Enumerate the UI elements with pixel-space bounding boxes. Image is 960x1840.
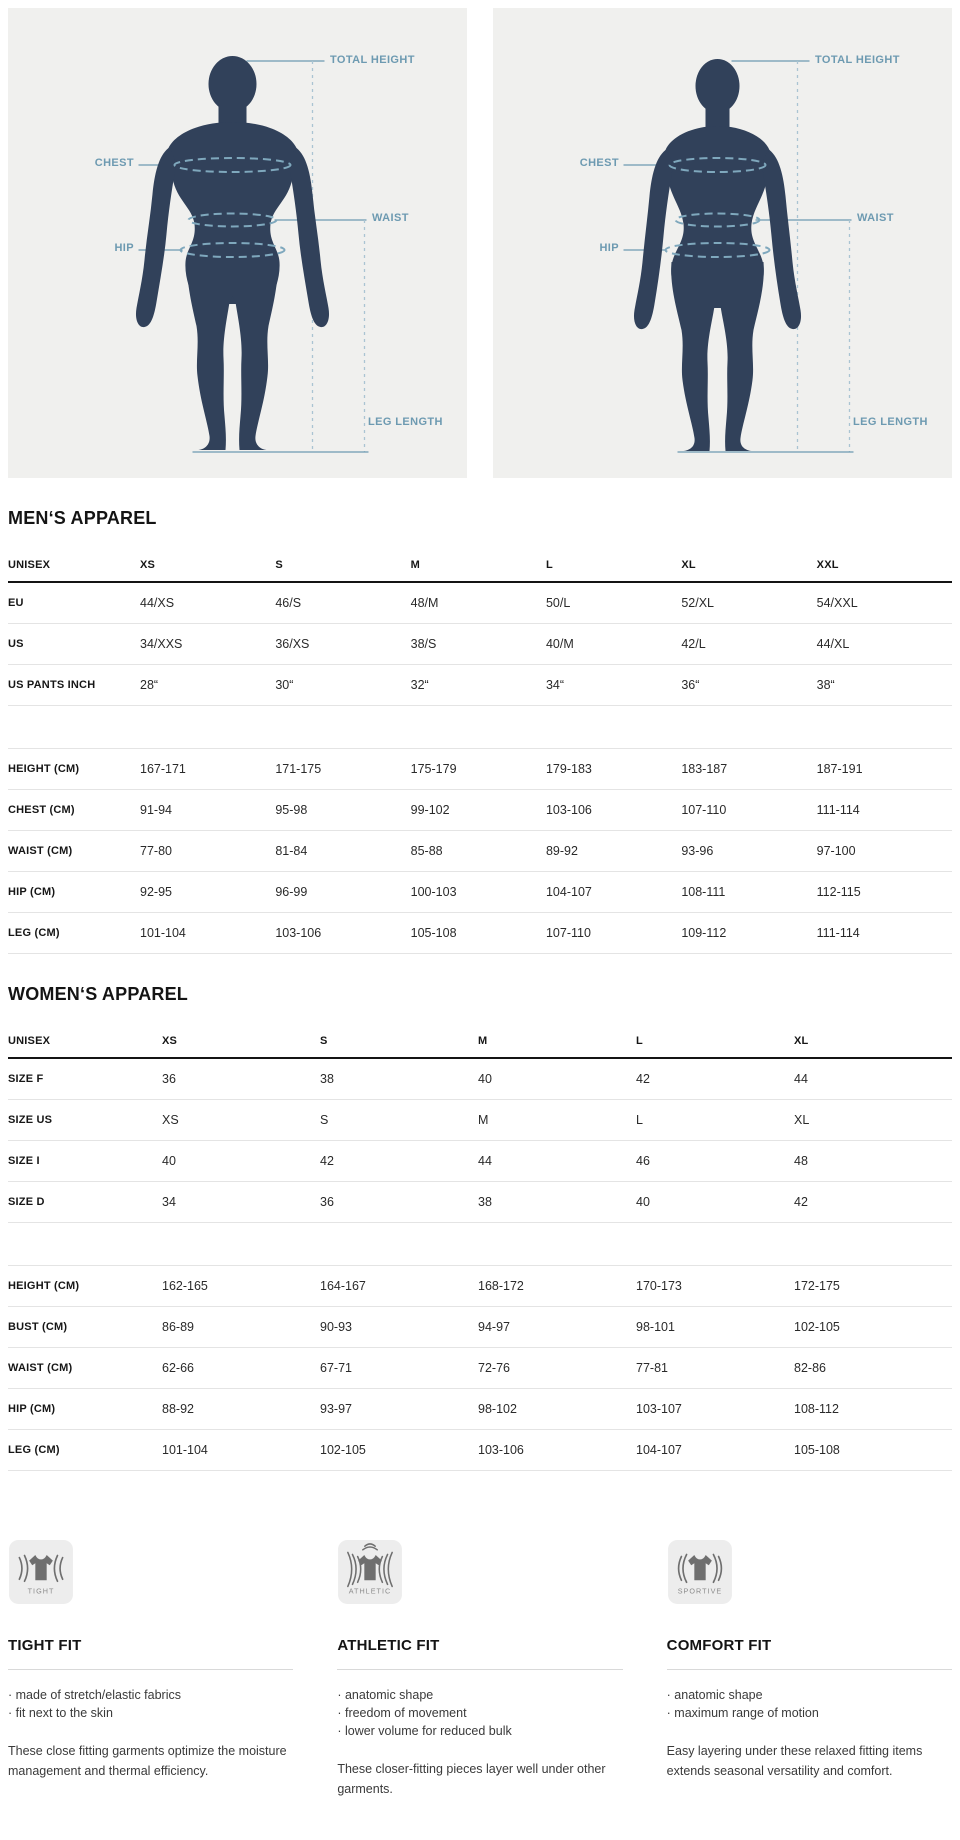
size-value-cell: 95-98 xyxy=(275,803,308,817)
size-value-cell: 36“ xyxy=(681,678,700,692)
size-value-cell: 44/XS xyxy=(140,596,175,610)
size-column-header: L xyxy=(636,1035,643,1047)
size-value-cell: 44 xyxy=(794,1072,808,1086)
size-value-cell: 40 xyxy=(478,1072,492,1086)
size-value-cell: 44/XL xyxy=(816,637,850,651)
size-value-cell: 92-95 xyxy=(140,885,172,899)
size-value-cell: 168-172 xyxy=(478,1279,524,1293)
size-value-cell: 62-66 xyxy=(162,1361,194,1375)
table-row xyxy=(8,913,952,954)
size-value-cell: 46/S xyxy=(275,596,302,610)
size-column-header: XL xyxy=(681,559,696,571)
table-row xyxy=(8,583,952,624)
size-value-cell: 103-106 xyxy=(275,926,322,940)
male-diagram-panel xyxy=(8,8,467,478)
size-value-cell: 187-191 xyxy=(816,762,863,776)
size-value-cell: 40 xyxy=(636,1195,650,1209)
size-value-cell: 38 xyxy=(320,1072,334,1086)
row-label: HEIGHT (CM) xyxy=(8,1280,80,1292)
size-value-cell: 42 xyxy=(794,1195,808,1209)
size-value-cell: 162-165 xyxy=(162,1279,208,1293)
table-row xyxy=(8,624,952,665)
size-value-cell: 36/XS xyxy=(275,637,310,651)
row-label: CHEST (CM) xyxy=(8,804,75,816)
size-value-cell: 42 xyxy=(636,1072,650,1086)
leg-length-label: LEG LENGTH xyxy=(368,416,443,428)
table-row xyxy=(8,790,952,831)
size-value-cell: 48 xyxy=(794,1154,808,1168)
fit-types-section xyxy=(8,1539,952,1840)
svg-text:SPORTIVE: SPORTIVE xyxy=(677,1586,722,1596)
size-value-cell: 107-110 xyxy=(545,926,591,940)
size-value-cell: 100-103 xyxy=(410,885,457,899)
womens-apparel-section xyxy=(0,984,960,1471)
size-value-cell: 105-108 xyxy=(794,1443,840,1457)
size-value-cell: 175-179 xyxy=(410,762,457,776)
size-value-cell: 67-71 xyxy=(320,1361,352,1375)
size-value-cell: 98-101 xyxy=(636,1320,675,1334)
male-silhouette xyxy=(136,56,329,450)
tight-fit-icon xyxy=(8,1539,293,1605)
size-value-cell: 88-92 xyxy=(162,1402,194,1416)
row-label: US PANTS INCH xyxy=(8,679,96,691)
size-value-cell: 38“ xyxy=(816,678,835,692)
row-label: BUST (CM) xyxy=(8,1321,68,1333)
mens-apparel-section xyxy=(0,508,960,954)
chest-label: CHEST xyxy=(579,157,619,169)
size-value-cell: 36 xyxy=(162,1072,176,1086)
total-height-label: TOTAL HEIGHT xyxy=(330,54,415,66)
size-value-cell: 93-96 xyxy=(681,844,714,858)
size-value-cell: 81-84 xyxy=(275,844,308,858)
table-row xyxy=(8,831,952,872)
fit-description: Easy layering under these relaxed fitting items extends seasonal versatility and comfort. xyxy=(666,1744,923,1778)
size-value-cell: 107-110 xyxy=(681,803,727,817)
size-value-cell: XL xyxy=(794,1113,810,1127)
size-value-cell: 103-106 xyxy=(478,1443,524,1457)
size-value-cell: 109-112 xyxy=(681,926,727,940)
sportive-fit-icon xyxy=(667,1539,952,1605)
size-value-cell: 52/XL xyxy=(681,596,714,610)
size-value-cell: 86-89 xyxy=(162,1320,194,1334)
size-column-header: XS xyxy=(140,559,156,571)
size-value-cell: 164-167 xyxy=(320,1279,366,1293)
size-value-cell: 96-99 xyxy=(275,885,308,899)
size-column-header: S xyxy=(275,559,283,571)
size-value-cell: 36 xyxy=(320,1195,334,1209)
size-value-cell: 30“ xyxy=(275,678,294,692)
size-column-header: XXL xyxy=(816,559,839,571)
fit-heading-divider xyxy=(337,1669,622,1670)
size-value-cell: 105-108 xyxy=(410,926,457,940)
size-value-cell: 38/S xyxy=(410,637,437,651)
row-label: HEIGHT (CM) xyxy=(8,763,80,775)
size-column-header: M xyxy=(410,559,421,571)
row-label: HIP (CM) xyxy=(8,886,56,898)
fit-heading: COMFORT FIT xyxy=(666,1637,772,1654)
table-row xyxy=(8,872,952,913)
size-value-cell: 183-187 xyxy=(681,762,728,776)
size-value-cell: 101-104 xyxy=(162,1443,208,1457)
size-value-cell: 102-105 xyxy=(794,1320,840,1334)
fit-bullet: · fit next to the skin xyxy=(8,1704,293,1722)
size-value-cell: 54/XXL xyxy=(816,596,858,610)
table-row xyxy=(8,665,952,706)
fit-bullet: · maximum range of motion xyxy=(667,1704,952,1722)
table-row xyxy=(8,1059,952,1100)
fit-description: These closer-fitting pieces layer well under other garments. xyxy=(337,1762,606,1796)
size-value-cell: 85-88 xyxy=(410,844,443,858)
size-value-cell: 42 xyxy=(320,1154,334,1168)
size-value-cell: 99-102 xyxy=(410,803,450,817)
size-value-cell: 46 xyxy=(636,1154,650,1168)
size-value-cell: 28“ xyxy=(140,678,159,692)
size-value-cell: 91-94 xyxy=(140,803,172,817)
mens-apparel-title: MEN‘S APPAREL xyxy=(8,508,157,528)
total-height-label: TOTAL HEIGHT xyxy=(815,54,900,66)
table-row xyxy=(8,1348,952,1389)
size-value-cell: 98-102 xyxy=(478,1402,517,1416)
female-diagram-panel xyxy=(493,8,952,478)
size-value-cell: 82-86 xyxy=(794,1361,826,1375)
size-value-cell: 108-112 xyxy=(794,1402,839,1416)
athletic-fit-icon xyxy=(337,1539,622,1605)
spacer-row xyxy=(8,706,952,749)
size-value-cell: 38 xyxy=(478,1195,492,1209)
diagrams-section xyxy=(0,0,960,478)
row-label: LEG (CM) xyxy=(8,1444,60,1456)
size-value-cell: 40/M xyxy=(545,637,574,651)
size-value-cell: 167-171 xyxy=(140,762,186,776)
table-row xyxy=(8,1266,952,1307)
size-value-cell: L xyxy=(636,1113,643,1127)
size-column-header: M xyxy=(478,1035,488,1047)
size-value-cell: 102-105 xyxy=(320,1443,366,1457)
size-value-cell: 104-107 xyxy=(636,1443,682,1457)
fit-bullet: · lower volume for reduced bulk xyxy=(337,1722,622,1740)
hip-label: HIP xyxy=(114,242,134,254)
table-header-row xyxy=(8,1025,952,1059)
size-value-cell: 101-104 xyxy=(140,926,186,940)
womens-apparel-title: WOMEN‘S APPAREL xyxy=(8,984,189,1004)
fit-column-tight xyxy=(8,1539,293,1812)
fit-bullet: · freedom of movement xyxy=(337,1704,622,1722)
size-value-cell: M xyxy=(478,1113,489,1127)
female-silhouette-graphic xyxy=(493,8,952,478)
table-row xyxy=(8,1389,952,1430)
size-value-cell: 94-97 xyxy=(478,1320,510,1334)
size-value-cell: 34 xyxy=(162,1195,176,1209)
row-label: SIZE F xyxy=(8,1073,44,1085)
fit-bullet: · anatomic shape xyxy=(667,1686,952,1704)
table-row xyxy=(8,1430,952,1471)
size-value-cell: 170-173 xyxy=(636,1279,682,1293)
row-label: WAIST (CM) xyxy=(8,845,73,857)
size-column-header: S xyxy=(320,1035,328,1047)
table-corner-header: UNISEX xyxy=(8,559,51,571)
spacer-row xyxy=(8,1223,952,1266)
size-value-cell: 34/XXS xyxy=(140,637,183,651)
hip-label: HIP xyxy=(599,242,619,254)
size-value-cell: 171-175 xyxy=(275,762,322,776)
fit-bullet: · made of stretch/elastic fabrics xyxy=(8,1686,293,1704)
male-silhouette-graphic xyxy=(8,8,467,478)
size-value-cell: 108-111 xyxy=(681,885,726,899)
row-label: SIZE I xyxy=(8,1155,40,1167)
table-row xyxy=(8,749,952,790)
size-value-cell: 172-175 xyxy=(794,1279,840,1293)
mens-size-table xyxy=(8,549,952,954)
fit-heading: TIGHT FIT xyxy=(8,1637,82,1654)
table-row xyxy=(8,1182,952,1223)
size-value-cell: 93-97 xyxy=(320,1402,352,1416)
size-value-cell: 50/L xyxy=(545,596,571,610)
svg-text:TIGHT: TIGHT xyxy=(27,1586,55,1596)
svg-text:ATHLETIC: ATHLETIC xyxy=(349,1586,392,1596)
size-column-header: XS xyxy=(162,1035,178,1047)
row-label: SIZE D xyxy=(8,1196,45,1208)
waist-label: WAIST xyxy=(857,212,894,224)
size-value-cell: 42/L xyxy=(681,637,706,651)
size-value-cell: 32“ xyxy=(410,678,429,692)
size-value-cell: 97-100 xyxy=(816,844,856,858)
row-label: US xyxy=(8,638,24,650)
size-value-cell: 44 xyxy=(478,1154,492,1168)
fit-heading: ATHLETIC FIT xyxy=(337,1637,440,1654)
size-value-cell: 90-93 xyxy=(320,1320,352,1334)
table-row xyxy=(8,1307,952,1348)
size-value-cell: 40 xyxy=(162,1154,176,1168)
table-row xyxy=(8,1100,952,1141)
fit-heading-divider xyxy=(8,1669,293,1670)
size-value-cell: 112-115 xyxy=(816,885,861,899)
size-value-cell: XS xyxy=(162,1113,179,1127)
size-value-cell: 77-81 xyxy=(636,1361,668,1375)
fit-heading-divider xyxy=(667,1669,952,1670)
size-value-cell: 103-107 xyxy=(636,1402,682,1416)
fit-bullet: · anatomic shape xyxy=(337,1686,622,1704)
size-value-cell: 104-107 xyxy=(545,885,592,899)
womens-size-table xyxy=(8,1025,952,1471)
table-row xyxy=(8,1141,952,1182)
fit-description: These close fitting garments optimize the moisture management and thermal efficiency. xyxy=(8,1744,287,1778)
waist-label: WAIST xyxy=(372,212,409,224)
size-value-cell: S xyxy=(320,1113,329,1127)
fit-column-sportive xyxy=(667,1539,952,1812)
row-label: EU xyxy=(8,597,24,609)
female-silhouette xyxy=(634,59,801,451)
size-value-cell: 179-183 xyxy=(545,762,592,776)
leg-length-label: LEG LENGTH xyxy=(853,416,928,428)
size-column-header: L xyxy=(545,559,553,571)
chest-label: CHEST xyxy=(94,157,134,169)
size-value-cell: 77-80 xyxy=(140,844,172,858)
size-value-cell: 103-106 xyxy=(545,803,592,817)
row-label: WAIST (CM) xyxy=(8,1362,73,1374)
row-label: HIP (CM) xyxy=(8,1403,56,1415)
size-value-cell: 34“ xyxy=(545,678,565,692)
table-corner-header: UNISEX xyxy=(8,1035,51,1047)
table-header-row xyxy=(8,549,952,583)
row-label: SIZE US xyxy=(8,1114,53,1126)
size-value-cell: 89-92 xyxy=(545,844,578,858)
size-value-cell: 111-114 xyxy=(816,926,860,940)
size-value-cell: 72-76 xyxy=(478,1361,510,1375)
fit-column-athletic xyxy=(337,1539,622,1812)
size-value-cell: 48/M xyxy=(410,596,439,610)
row-label: LEG (CM) xyxy=(8,927,60,939)
size-value-cell: 111-114 xyxy=(816,803,860,817)
size-column-header: XL xyxy=(794,1035,809,1047)
